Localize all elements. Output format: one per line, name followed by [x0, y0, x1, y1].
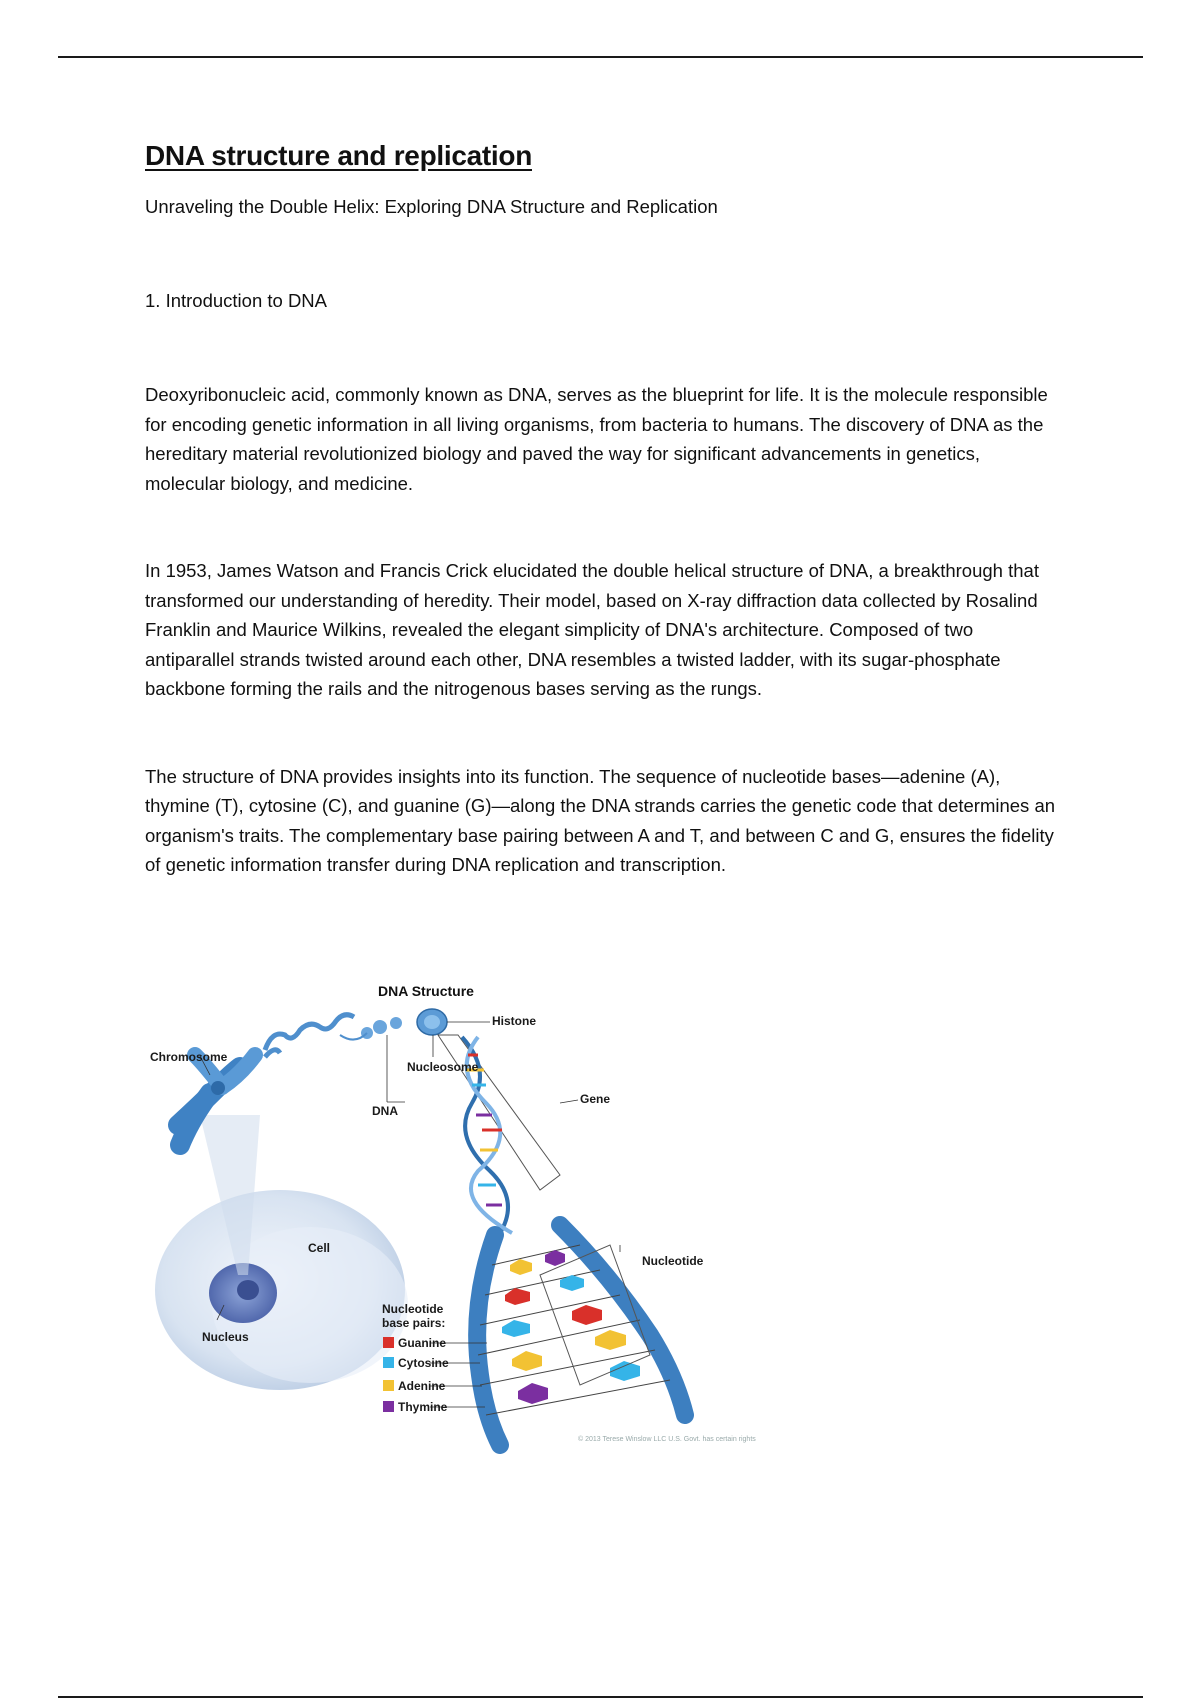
nucleosome-beads — [361, 1009, 447, 1039]
label-chromosome: Chromosome — [150, 1050, 228, 1064]
top-rule — [58, 56, 1143, 58]
section-heading: 1. Introduction to DNA — [145, 290, 328, 311]
legend-cytosine: Cytosine — [398, 1356, 449, 1370]
base-pair-legend — [383, 1336, 449, 1414]
legend-guanine: Guanine — [398, 1336, 447, 1350]
legend-swatch-thymine — [383, 1401, 394, 1412]
document-body — [145, 140, 1065, 880]
document-title: DNA structure and replication — [145, 140, 532, 171]
bottom-rule — [58, 1696, 1143, 1698]
legend-swatch-cytosine — [383, 1357, 394, 1368]
label-nucleotide: Nucleotide — [642, 1254, 704, 1268]
copyright-note: © 2013 Terese Winslow LLC U.S. Govt. has certain rights — [578, 1436, 756, 1443]
label-cell: Cell — [308, 1241, 331, 1255]
paragraph: Deoxyribonucleic acid, commonly known as DNA, serves as the blueprint for life. It is the molecule responsible for encoding genetic information in all living organisms, from bacteria to humans. The discovery of DNA as the hereditary material revolutionized biology and paved the way for significant advancements in genetics, molecular biology, and medicine. — [145, 384, 1048, 494]
nucleolus — [237, 1280, 259, 1300]
paragraph: The structure of DNA provides insights into its function. The sequence of nucleotide bases—adenine (A), thymine (T), cytosine (C), and guanine (G)—along the DNA strands carries the genetic code that determines an organism's traits. The complementary base pairing between A and T, and between C and G, ensures the fidelity of genetic information transfer during DNA replication and transcription. — [145, 765, 1056, 875]
label-histone: Histone — [492, 1014, 537, 1028]
paragraph: In 1953, James Watson and Francis Crick elucidated the double helical structure of DNA, a breakthrough that transformed our understanding of heredity. Their model, based on X-ray diffraction data collected by Rosalind Franklin and Maurice Wilkins, revealed the elegant simplicity of DNA's architecture. Composed of two antiparallel strands twisted around each other, DNA resembles a twisted ladder, with its sugar-phosphate backbone forming the rails and the nitrogenous bases serving as the rungs. — [145, 560, 1039, 699]
figure-title: DNA Structure — [378, 983, 474, 999]
legend-swatch-guanine — [383, 1337, 394, 1348]
legend-swatch-adenine — [383, 1380, 394, 1391]
dna-structure-illustration — [140, 975, 756, 1455]
label-gene: Gene — [580, 1092, 611, 1106]
dna-structure-figure — [140, 975, 756, 1455]
legend-thymine: Thymine — [398, 1400, 448, 1414]
label-nucleus: Nucleus — [202, 1330, 249, 1344]
label-nucleosome: Nucleosome — [407, 1060, 479, 1074]
label-base-pairs-2: base pairs: — [382, 1316, 446, 1330]
document-subtitle: Unraveling the Double Helix: Exploring DNA Structure and Replication — [145, 196, 718, 217]
label-dna: DNA — [372, 1104, 398, 1118]
gene-frame — [438, 1035, 560, 1190]
legend-adenine: Adenine — [398, 1379, 446, 1393]
label-base-pairs-1: Nucleotide — [382, 1302, 444, 1316]
